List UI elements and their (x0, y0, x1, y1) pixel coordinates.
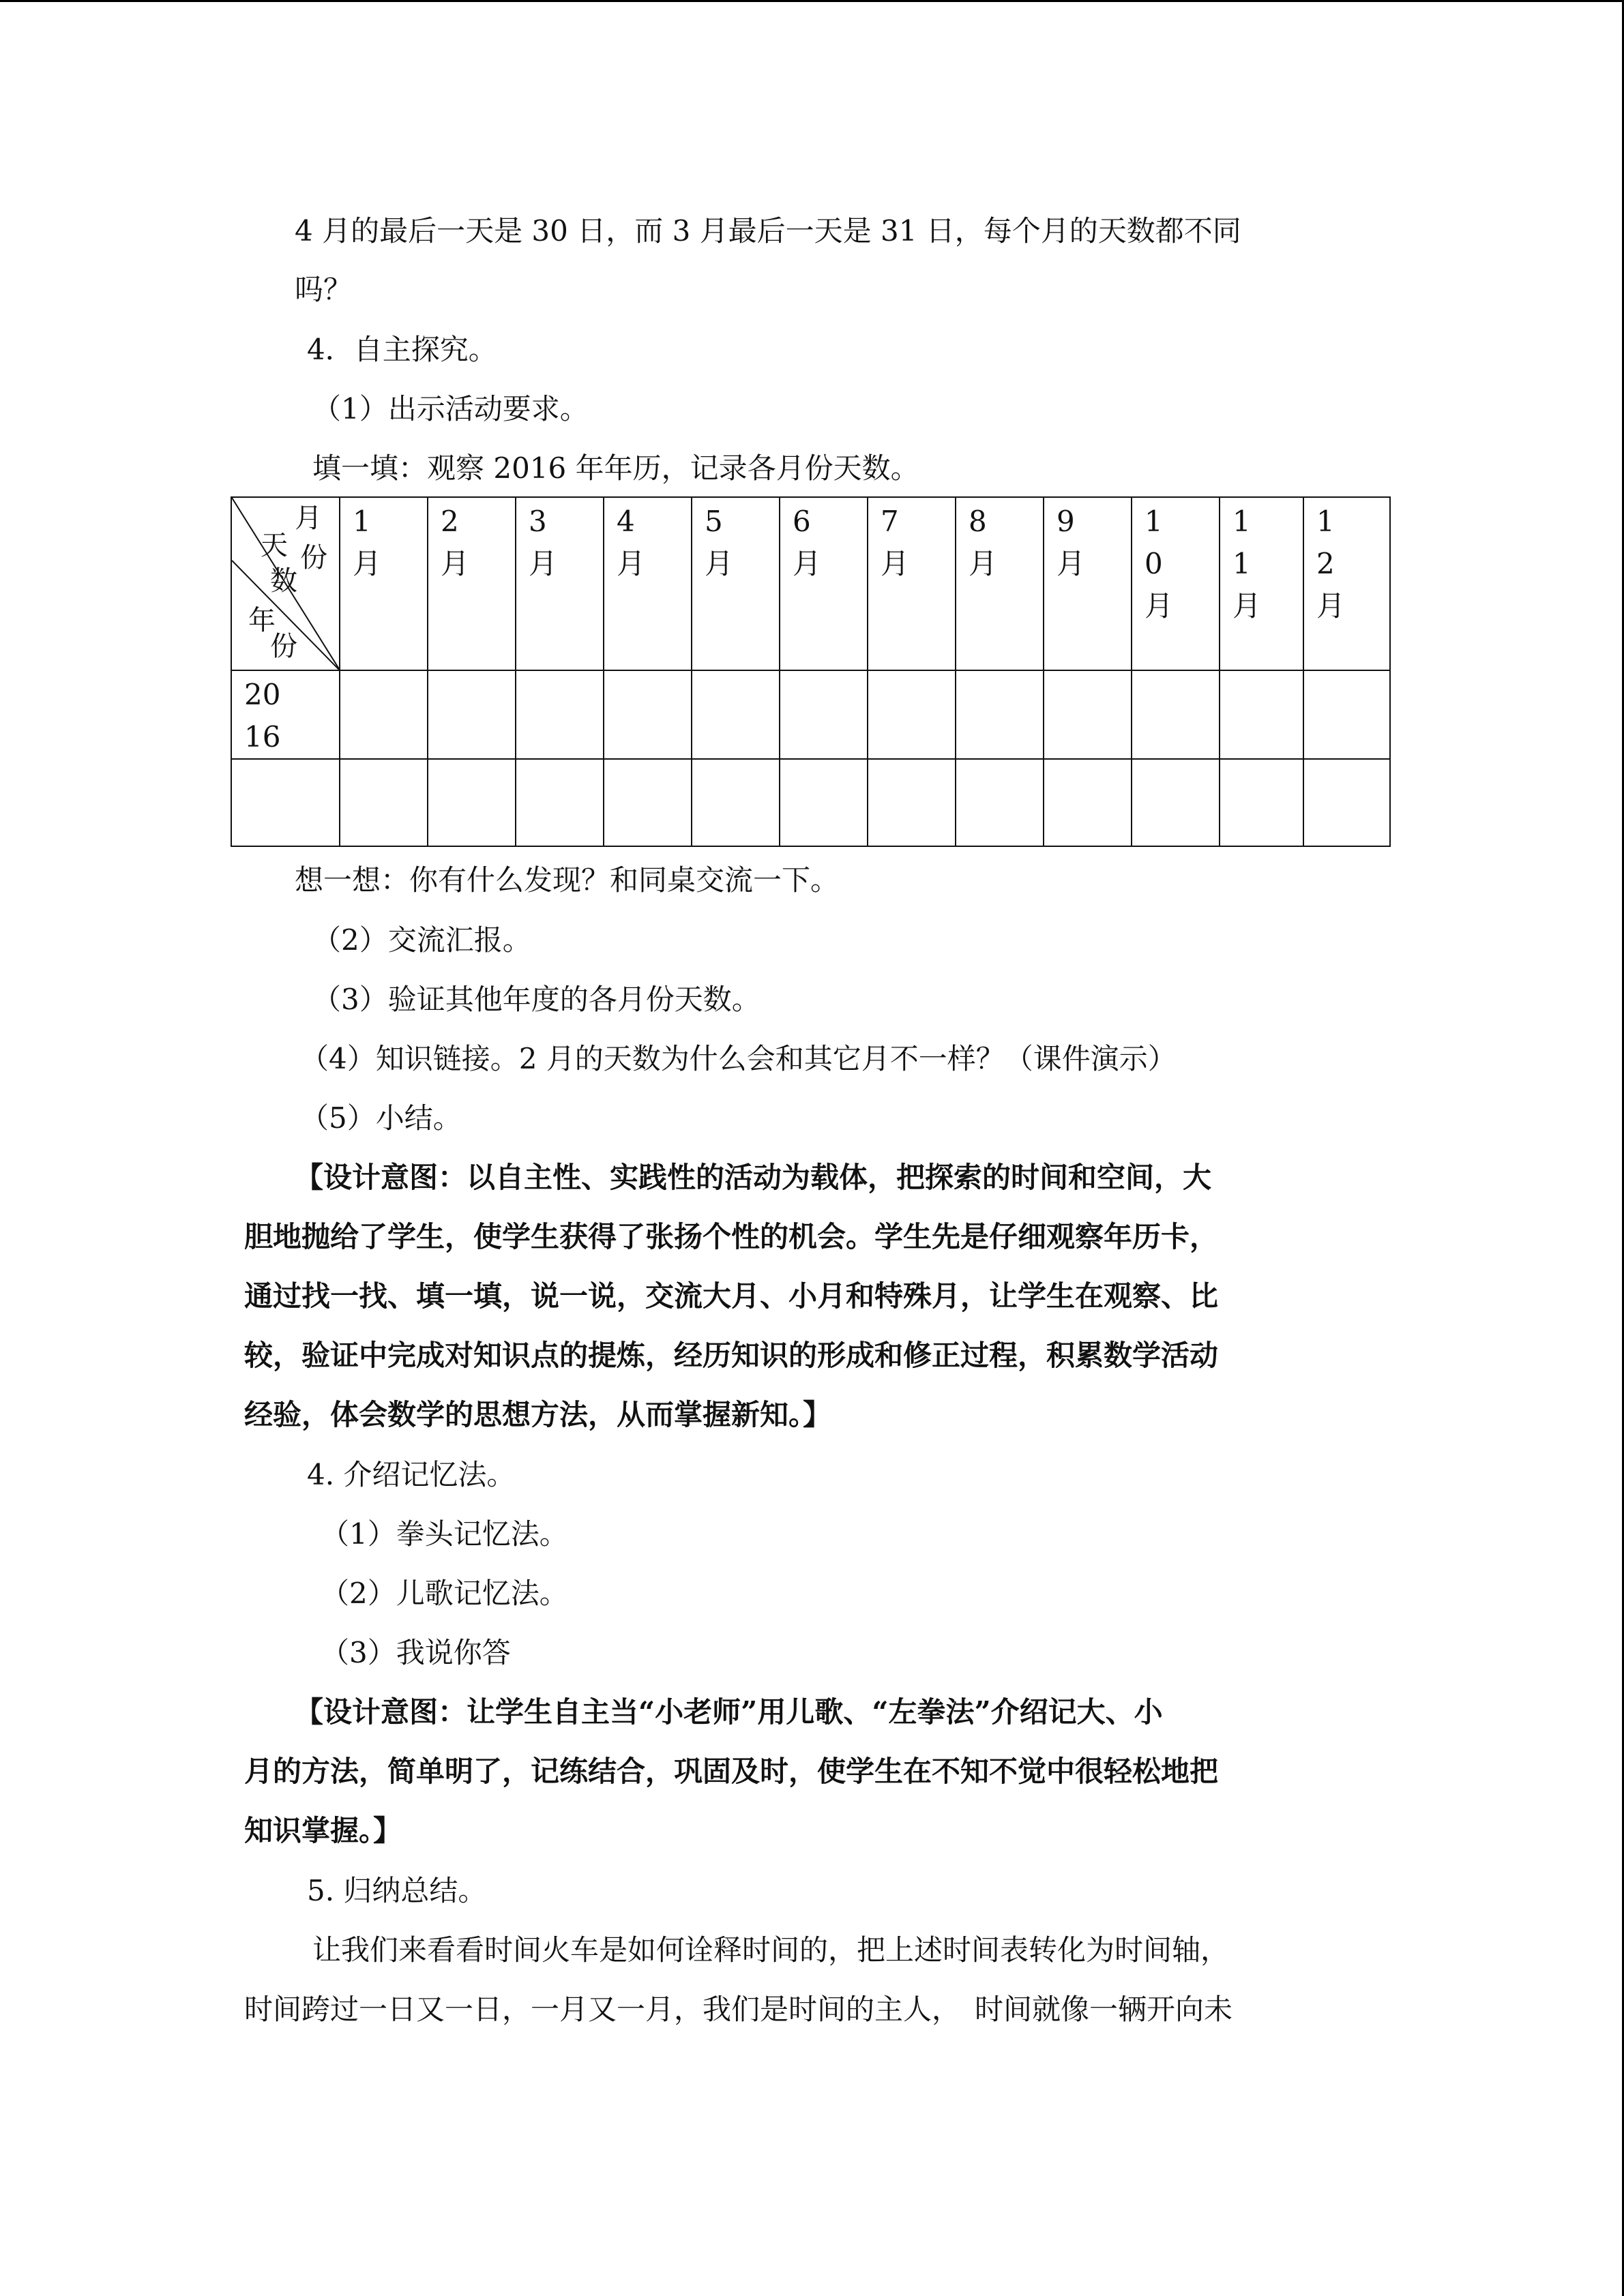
table-cell (231, 759, 340, 846)
table-header-row (231, 497, 1390, 670)
month-header-cell: 9 月 (1044, 497, 1132, 670)
month-header-cell: 1 2 月 (1303, 497, 1390, 670)
table-cell (1303, 759, 1390, 846)
section-heading: 4. 介绍记忆法。 (307, 1458, 516, 1491)
table-row-2016 (231, 670, 1390, 759)
design-intent-text: 知识掌握。】 (244, 1814, 402, 1847)
year-cell: 20 16 (231, 670, 340, 759)
table-cell (868, 759, 956, 846)
month-header-cell: 4 月 (604, 497, 692, 670)
paragraph: （4）知识链接。2 月的天数为什么会和其它月不一样？（课件演示） (300, 1042, 1177, 1075)
table-cell (1220, 759, 1303, 846)
table-corner-cell (231, 497, 340, 670)
paragraph: （5）小结。 (300, 1101, 462, 1135)
month-header-cell: 2 月 (428, 497, 516, 670)
month-header-cell: 5 月 (692, 497, 780, 670)
paragraph: 时间跨过一日又一日，一月又一月，我们是时间的主人， 时间就像一辆开向未 (244, 1993, 1233, 2026)
month-header-cell: 1 0 月 (1132, 497, 1220, 670)
design-intent-text: 经验，体会数学的思想方法，从而掌握新知。】 (244, 1398, 832, 1431)
paragraph: （1）拳头记忆法。 (321, 1517, 568, 1551)
month-header-cell: 3 月 (516, 497, 604, 670)
table-cell (780, 670, 868, 759)
design-intent-text: 胆地抛给了学生，使学生获得了张扬个性的机会。学生先是仔细观察年历卡， (244, 1220, 1219, 1253)
month-header-cell: 8 月 (956, 497, 1044, 670)
design-intent-text: 【设计意图：以自主性、实践性的活动为载体，把探索的时间和空间，大 (295, 1161, 1212, 1194)
table-cell (1303, 670, 1390, 759)
section-heading: 4．自主探究。 (307, 333, 497, 366)
corner-label-fen: 份 (300, 542, 327, 573)
paragraph: （1）出示活动要求。 (312, 392, 589, 426)
paragraph: 让我们来看看时间火车是如何诠释时间的，把上述时间表转化为时间轴， (312, 1933, 1230, 1967)
table-cell (692, 670, 780, 759)
month-header-cell: 6 月 (780, 497, 868, 670)
paragraph: （3）我说你答 (321, 1636, 511, 1669)
table-cell (1132, 670, 1220, 759)
corner-label-shu: 数 (270, 565, 297, 597)
table-cell (868, 670, 956, 759)
table-cell (956, 670, 1044, 759)
design-intent-text: 通过找一找、填一填，说一说，交流大月、小月和特殊月，让学生在观察、比 (244, 1279, 1219, 1313)
paragraph: 想一想：你有什么发现？和同桌交流一下。 (295, 863, 840, 897)
corner-label-month: 月 (295, 503, 322, 534)
month-days-table (231, 496, 1391, 847)
table-cell (604, 670, 692, 759)
design-intent-text: 【设计意图：让学生自主当“小老师”用儿歌、“左拳法”介绍记大、小 (295, 1695, 1163, 1729)
month-header-cell: 7 月 (868, 497, 956, 670)
table-cell (692, 759, 780, 846)
design-intent-text: 较，验证中完成对知识点的提炼，经历知识的形成和修正过程，积累数学活动 (244, 1339, 1219, 1372)
corner-label-nian: 年 (248, 605, 276, 636)
paragraph: （2）儿歌记忆法。 (321, 1577, 568, 1610)
table-cell (516, 670, 604, 759)
table-cell (780, 759, 868, 846)
table-cell (1132, 759, 1220, 846)
design-intent-text: 月的方法，简单明了，记练结合，巩固及时，使学生在不知不觉中很轻松地把 (244, 1755, 1219, 1788)
paragraph: 填一填：观察 2016 年年历，记录各月份天数。 (312, 451, 919, 485)
table-cell (428, 670, 516, 759)
month-header-cell: 1 月 (340, 497, 428, 670)
table-cell (604, 759, 692, 846)
table-cell (516, 759, 604, 846)
table-cell (1220, 670, 1303, 759)
month-header-cell: 1 1 月 (1220, 497, 1303, 670)
paragraph: 吗？ (295, 273, 353, 306)
table-row-empty (231, 759, 1390, 846)
table-cell (1044, 759, 1132, 846)
section-heading: 5. 归纳总结。 (307, 1874, 487, 1907)
table-cell (1044, 670, 1132, 759)
table-cell (340, 759, 428, 846)
corner-label-tian: 天 (261, 530, 288, 561)
page-border-top (0, 0, 1624, 2)
paragraph: （2）交流汇报。 (312, 923, 531, 957)
paragraph: （3）验证其他年度的各月份天数。 (312, 983, 761, 1016)
table-cell (428, 759, 516, 846)
table-cell (340, 670, 428, 759)
corner-label-fen-bottom: 份 (270, 631, 297, 662)
table-cell (956, 759, 1044, 846)
paragraph: 4 月的最后一天是 30 日，而 3 月最后一天是 31 日，每个月的天数都不同 (295, 214, 1241, 248)
